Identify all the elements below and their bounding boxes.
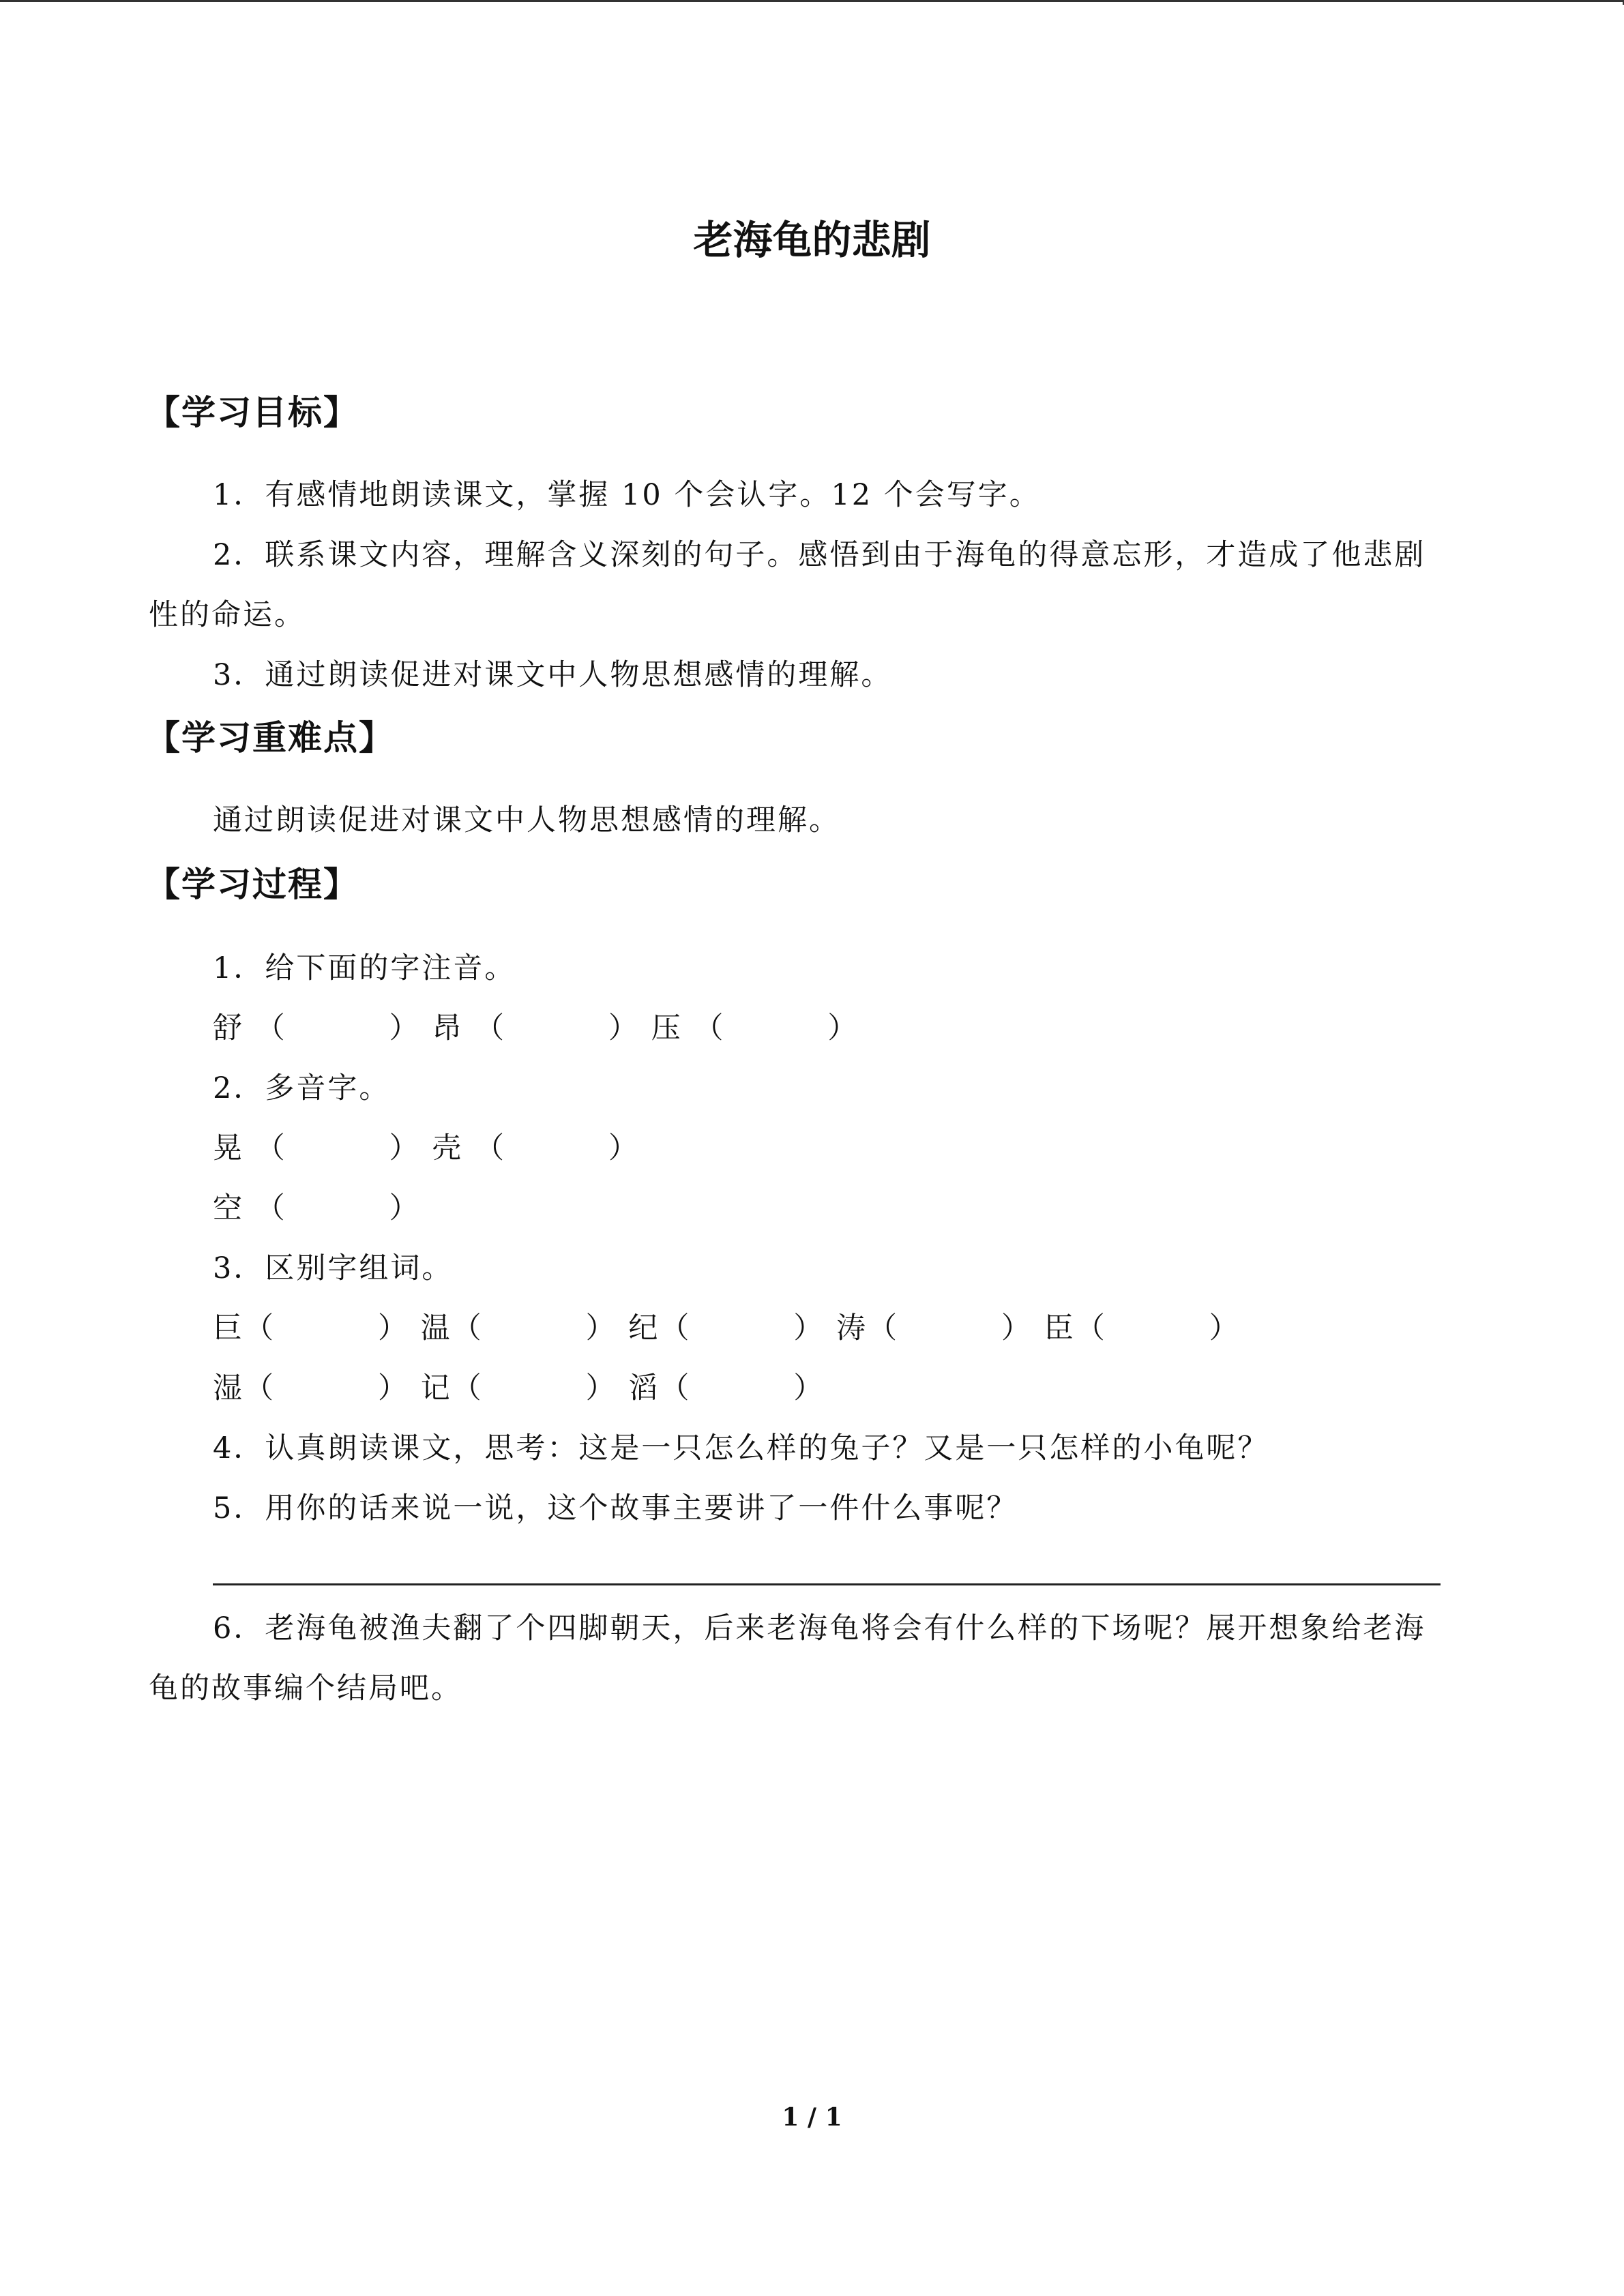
- q2-fill-row-2: [213, 1188, 421, 1229]
- q2-fill-row-1: [213, 1128, 640, 1169]
- fill-item: 压 （ ）: [651, 1011, 859, 1045]
- objective-3: 3．通过朗读促进对课文中人物思想感情的理解。: [213, 658, 893, 692]
- fill-item: 晃 （ ）: [213, 1131, 421, 1165]
- page-border: [0, 0, 1624, 5]
- q1-fill-row: [213, 1008, 859, 1049]
- fill-item: 壳 （ ）: [432, 1131, 640, 1165]
- fill-item: 纪（ ）: [628, 1311, 825, 1345]
- objective-1: 1．有感情地朗读课文，掌握 10 个会认字。12 个会写字。: [213, 478, 1041, 512]
- question-6-cont: 龟的故事编个结局吧。: [149, 1671, 462, 1705]
- fill-item: 巨（ ）: [213, 1311, 409, 1345]
- q3-fill-row-1: [213, 1308, 1241, 1349]
- fill-item: 臣（ ）: [1044, 1311, 1241, 1345]
- fill-item: 记（ ）: [420, 1371, 617, 1405]
- heading-key-points: 【学习重难点】: [146, 718, 394, 758]
- fill-item: 滔（ ）: [628, 1371, 825, 1405]
- fill-item: 温（ ）: [420, 1311, 617, 1345]
- heading-objectives: 【学习目标】: [146, 393, 359, 432]
- answer-line[interactable]: [213, 1583, 1441, 1585]
- question-5: 5．用你的话来说一说，这个故事主要讲了一件什么事呢？: [213, 1491, 1018, 1525]
- question-6: 6．老海龟被渔夫翻了个四脚朝天，后来老海龟将会有什么样的下场呢？展开想象给老海: [213, 1611, 1426, 1645]
- question-2: 2．多音字。: [213, 1071, 391, 1105]
- fill-item: 湿（ ）: [213, 1371, 409, 1405]
- fill-item: 空 （ ）: [213, 1191, 421, 1225]
- fill-item: 昂 （ ）: [432, 1011, 640, 1045]
- objective-2: 2．联系课文内容，理解含义深刻的句子。感悟到由于海龟的得意忘形，才造成了他悲剧: [213, 538, 1426, 572]
- page-number: 1 / 1: [782, 2103, 842, 2132]
- question-4: 4．认真朗读课文，思考：这是一只怎么样的兔子？又是一只怎样的小龟呢？: [213, 1431, 1269, 1465]
- objective-2-cont: 性的命运。: [149, 598, 306, 632]
- question-3: 3．区别字组词。: [213, 1251, 454, 1285]
- fill-item: 涛（ ）: [836, 1311, 1033, 1345]
- question-1: 1．给下面的字注音。: [213, 951, 516, 985]
- page-title: 老海龟的悲剧: [693, 217, 931, 263]
- q3-fill-row-2: [213, 1368, 825, 1409]
- heading-process: 【学习过程】: [146, 865, 359, 904]
- fill-item: 舒 （ ）: [213, 1011, 421, 1045]
- key-points-text: 通过朗读促进对课文中人物思想感情的理解。: [213, 803, 840, 837]
